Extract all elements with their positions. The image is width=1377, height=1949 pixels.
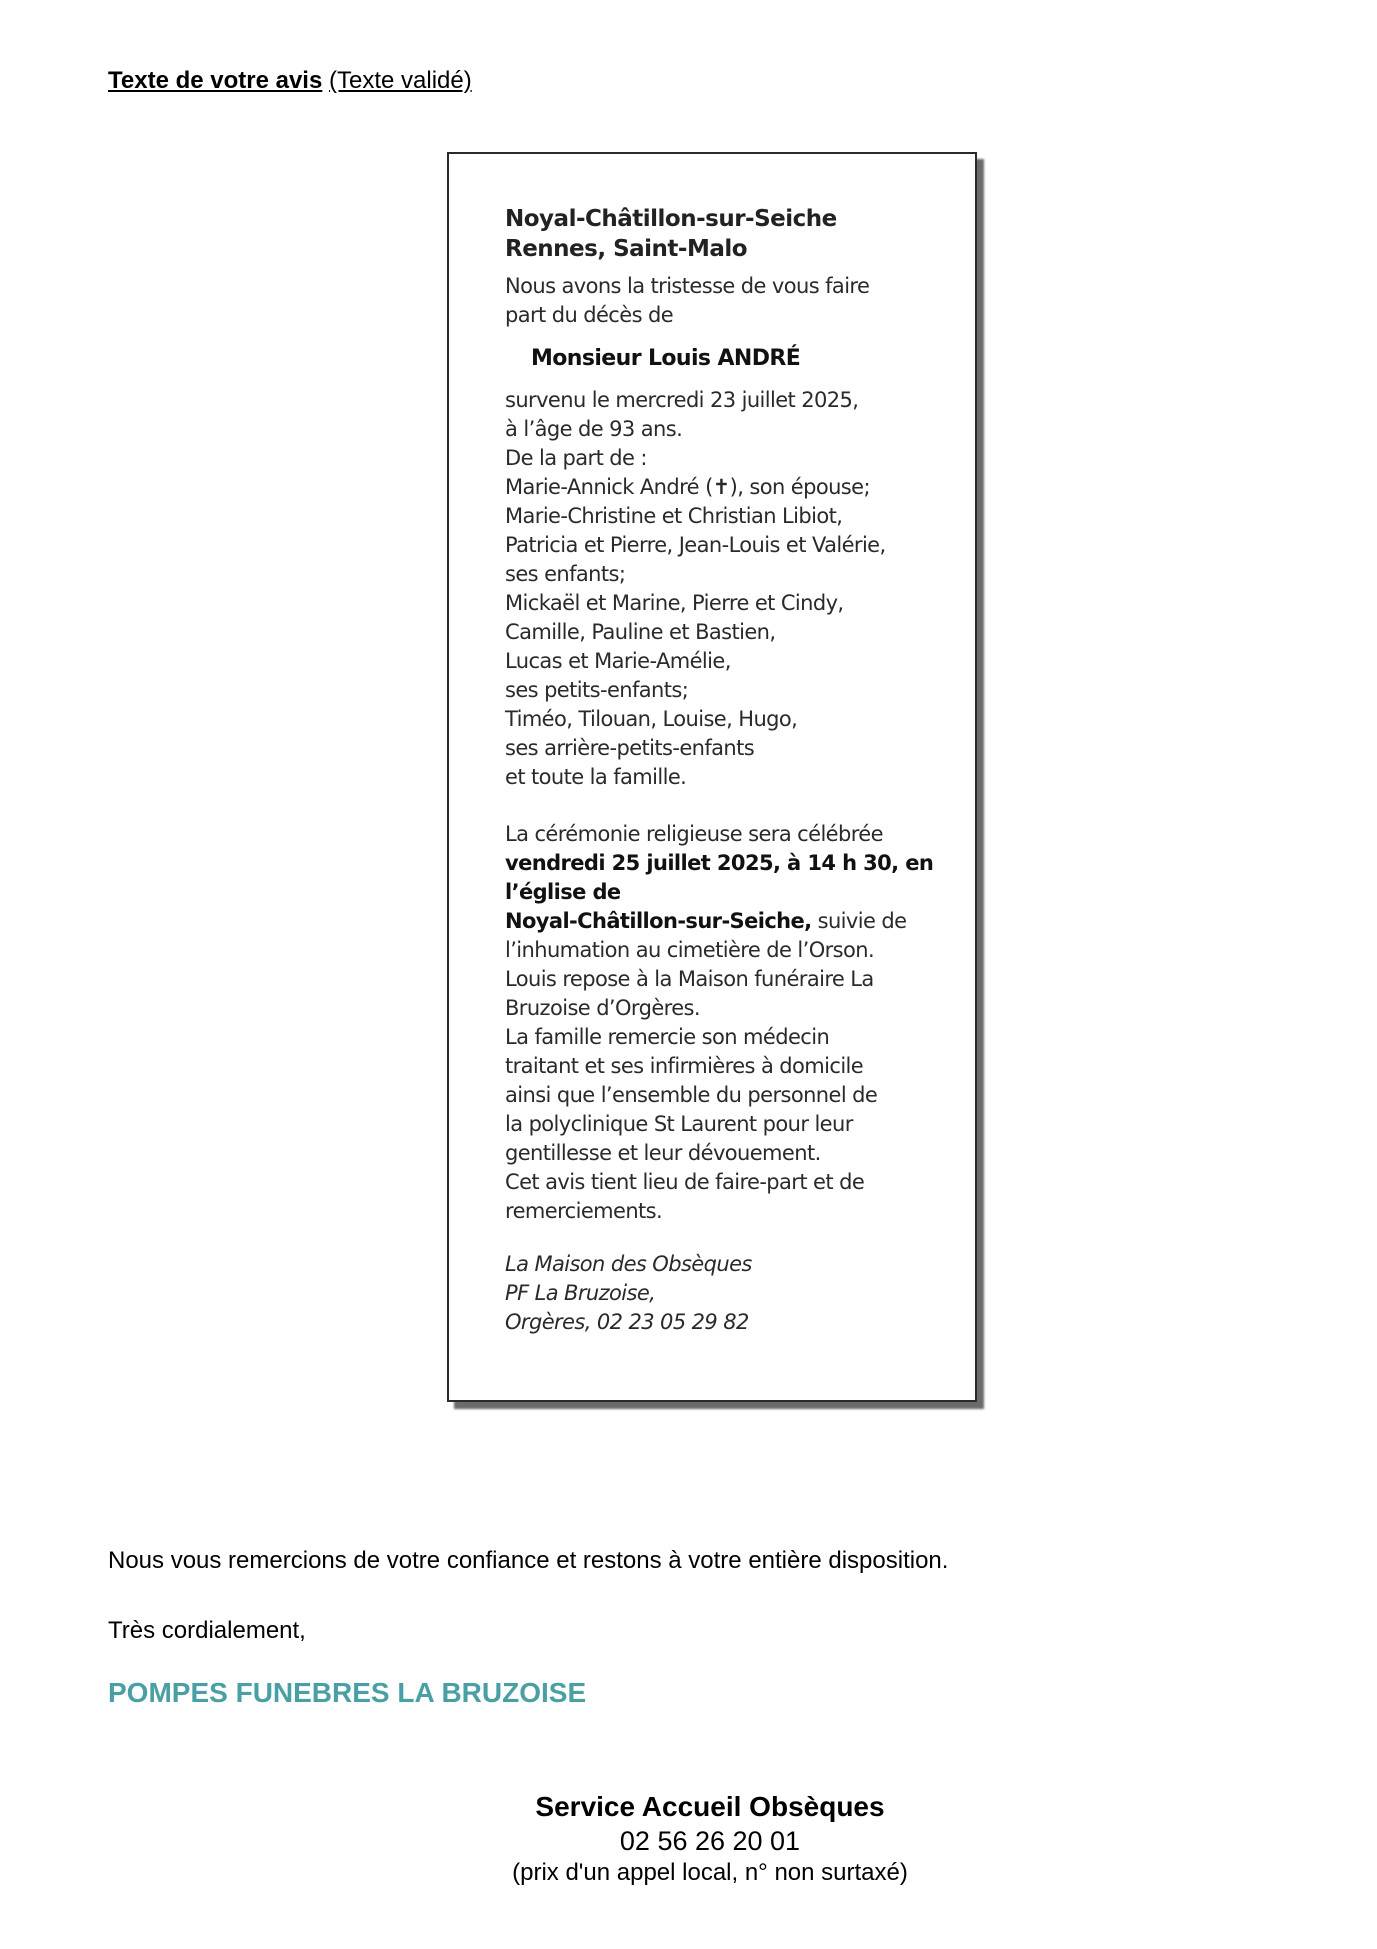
notice-detail-line: ses arrière-petits-enfants	[505, 736, 755, 760]
notice-detail-line: Mickaël et Marine, Pierre et Cindy,	[505, 591, 844, 615]
header-validation-note: (Texte validé)	[329, 67, 472, 94]
ceremony-line: Louis repose à la Maison funéraire La	[505, 967, 874, 991]
notice-detail-line: à l’âge de 93 ans.	[505, 417, 683, 441]
ceremony-line: gentillesse et leur dévouement.	[505, 1141, 821, 1165]
service-phone: 02 56 26 20 01	[619, 1826, 801, 1856]
signature-line: PF La Bruzoise,	[505, 1281, 656, 1305]
notice-intro-line: Nous avons la tristesse de vous faire	[505, 274, 870, 298]
closing-thanks: Nous vous remercions de votre confiance et restons à votre entière disposition.	[108, 1547, 949, 1574]
notice-header	[108, 66, 472, 96]
ceremony-line: Bruzoise d’Orgères.	[505, 996, 700, 1020]
deceased-name: Monsieur Louis ANDRÉ	[531, 346, 801, 371]
spouse-relation: ), son épouse;	[729, 475, 870, 499]
ceremony-place-line	[505, 907, 965, 936]
notice-locations	[505, 204, 965, 264]
ceremony-line: Cet avis tient lieu de faire-part et de	[505, 1170, 865, 1194]
notice-spouse-line	[505, 473, 965, 502]
signature-line: La Maison des Obsèques	[505, 1252, 752, 1276]
service-title: Service Accueil Obsèques	[535, 1791, 885, 1822]
notice-detail-line: et toute la famille.	[505, 765, 687, 789]
notice-intro	[505, 272, 965, 330]
ceremony-church: l’église de	[505, 880, 621, 904]
notice-location-line: Rennes, Saint-Malo	[505, 236, 748, 262]
obituary-notice-content	[505, 204, 965, 1337]
service-note: (prix d'un appel local, n° non surtaxé)	[512, 1859, 908, 1886]
notice-detail-line: survenu le mercredi 23 juillet 2025,	[505, 388, 859, 412]
cross-icon: ✝	[712, 475, 730, 499]
company-name: POMPES FUNEBRES LA BRUZOISE	[108, 1677, 587, 1708]
ceremony-place: Noyal-Châtillon-sur-Seiche,	[505, 909, 812, 933]
ceremony-line: ainsi que l’ensemble du personnel de	[505, 1083, 878, 1107]
notice-signature	[505, 1250, 965, 1337]
notice-detail-line: Patricia et Pierre, Jean-Louis et Valérie,	[505, 533, 886, 557]
notice-detail-line: Marie-Christine et Christian Libiot,	[505, 504, 843, 528]
notice-detail-line: Camille, Pauline et Bastien,	[505, 620, 776, 644]
ceremony-line: l’inhumation au cimetière de l’Orson.	[505, 938, 875, 962]
notice-detail-line: Lucas et Marie-Amélie,	[505, 649, 731, 673]
ceremony-line: remerciements.	[505, 1199, 663, 1223]
header-title: Texte de votre avis	[108, 67, 323, 94]
notice-location-line: Noyal-Châtillon-sur-Seiche	[505, 206, 837, 232]
ceremony-date: vendredi 25 juillet 2025, à 14 h 30, en	[505, 851, 934, 875]
signature-line: Orgères, 02 23 05 29 82	[505, 1310, 749, 1334]
notice-detail-line: ses petits-enfants;	[505, 678, 689, 702]
spouse-name: Marie-Annick André (	[505, 475, 713, 499]
notice-intro-line: part du décès de	[505, 303, 674, 327]
ceremony-line: La cérémonie religieuse sera célébrée	[505, 822, 883, 846]
notice-detail-line: De la part de :	[505, 446, 647, 470]
ceremony-place-suffix: suivie de	[811, 909, 907, 933]
service-contact	[400, 1790, 1020, 1888]
ceremony-line: la polyclinique St Laurent pour leur	[505, 1112, 853, 1136]
ceremony-line: La famille remercie son médecin	[505, 1025, 830, 1049]
notice-detail-line: ses enfants;	[505, 562, 626, 586]
notice-family-details	[505, 386, 965, 792]
obituary-notice-box	[447, 152, 977, 1402]
closing-regards: Très cordialement,	[108, 1617, 306, 1644]
notice-ceremony	[505, 820, 965, 1226]
ceremony-line: traitant et ses infirmières à domicile	[505, 1054, 864, 1078]
notice-detail-line: Timéo, Tilouan, Louise, Hugo,	[505, 707, 798, 731]
